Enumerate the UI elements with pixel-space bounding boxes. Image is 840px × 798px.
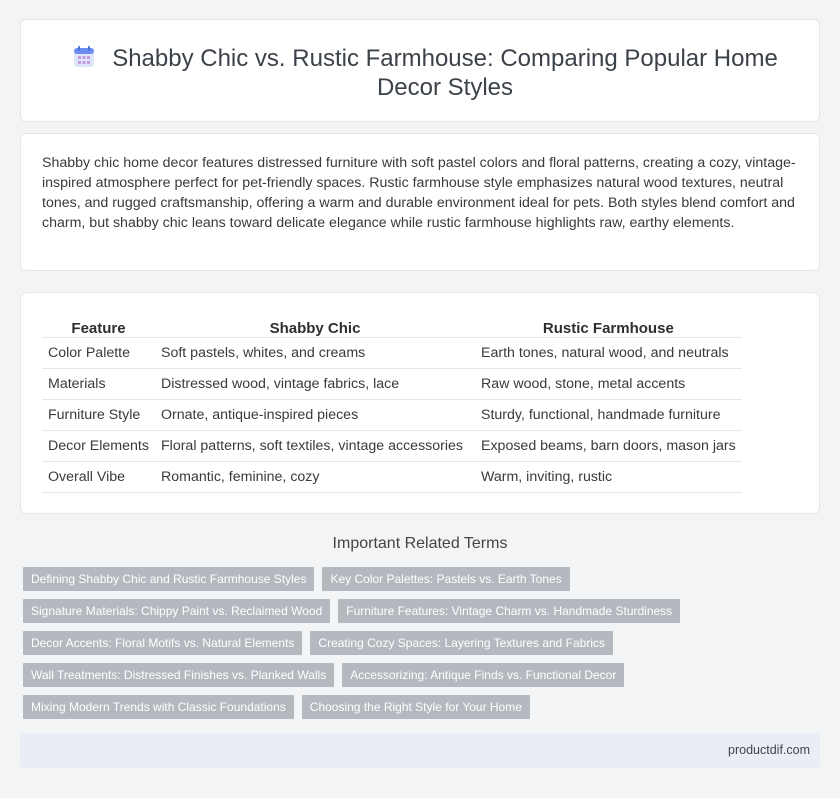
table-row	[42, 461, 742, 492]
table-cell: Earth tones, natural wood, and neutrals	[475, 337, 742, 368]
header-feature: Feature	[71, 319, 126, 337]
term-tag[interactable]: Signature Materials: Chippy Paint vs. Reclaimed Wood	[23, 599, 330, 623]
footer	[20, 734, 820, 768]
term-tag[interactable]: Furniture Features: Vintage Charm vs. Handmade Sturdiness	[338, 599, 680, 623]
table-header-row	[42, 315, 742, 337]
footer-site-link[interactable]: productdif.com	[728, 743, 810, 757]
term-tag[interactable]: Accessorizing: Antique Finds vs. Functional Decor	[342, 663, 624, 687]
table-cell: Sturdy, functional, handmade furniture	[475, 399, 742, 430]
term-tag[interactable]: Defining Shabby Chic and Rustic Farmhouse Styles	[23, 567, 314, 591]
term-tag[interactable]: Wall Treatments: Distressed Finishes vs. Planked Walls	[23, 663, 334, 687]
table-row	[42, 399, 742, 430]
page-title: Shabby Chic vs. Rustic Farmhouse: Comparing Popular Home Decor Styles	[112, 45, 778, 101]
term-tag[interactable]: Key Color Palettes: Pastels vs. Earth Tones	[322, 567, 569, 591]
header-card	[20, 19, 820, 122]
term-tag[interactable]: Choosing the Right Style for Your Home	[302, 695, 530, 719]
terms-row	[23, 663, 813, 687]
table-cell: Raw wood, stone, metal accents	[475, 368, 742, 399]
table-row	[42, 368, 742, 399]
table-cell: Distressed wood, vintage fabrics, lace	[155, 368, 475, 399]
table-cell: Overall Vibe	[42, 461, 155, 492]
terms-row	[23, 599, 813, 623]
summary-text: Shabby chic home decor features distressed furniture with soft pastel colors and floral patterns, creating a cozy, vintage-inspired atmosphere perfect for pet-friendly spaces. Rustic farmhouse style emphasizes natural wood textures, neutral tones, and rugged craftsmanship, offering a warm and durable environment ideal for pets. Both styles blend comfort and charm, but shabby chic leans toward delicate elegance while rustic farmhouse highlights raw, earthy elements.	[42, 155, 796, 231]
term-tag[interactable]: Decor Accents: Floral Motifs vs. Natural Elements	[23, 631, 302, 655]
terms-row	[23, 567, 813, 591]
table-cell: Exposed beams, barn doors, mason jars	[475, 430, 742, 461]
comparison-table	[42, 315, 742, 493]
related-terms-title: Important Related Terms	[332, 535, 508, 552]
table-cell: Warm, inviting, rustic	[475, 461, 742, 492]
table-cell: Color Palette	[42, 337, 155, 368]
table-cell: Floral patterns, soft textiles, vintage accessories	[155, 430, 475, 461]
header-shabby-chic: Shabby Chic	[269, 319, 361, 337]
terms-row	[23, 695, 813, 719]
table-cell: Decor Elements	[42, 430, 155, 461]
term-tag[interactable]: Mixing Modern Trends with Classic Foundations	[23, 695, 294, 719]
table-cell: Soft pastels, whites, and creams	[155, 337, 475, 368]
comparison-card	[20, 292, 820, 514]
header-rustic-farmhouse: Rustic Farmhouse	[542, 319, 674, 337]
table-cell: Romantic, feminine, cozy	[155, 461, 475, 492]
related-terms-list	[23, 567, 813, 727]
table-row	[42, 430, 742, 461]
terms-row	[23, 631, 813, 655]
table-cell: Ornate, antique-inspired pieces	[155, 399, 475, 430]
summary-card	[20, 133, 820, 271]
table-cell: Materials	[42, 368, 155, 399]
term-tag[interactable]: Creating Cozy Spaces: Layering Textures and Fabrics	[310, 631, 613, 655]
table-row	[42, 337, 742, 368]
table-cell: Furniture Style	[42, 399, 155, 430]
